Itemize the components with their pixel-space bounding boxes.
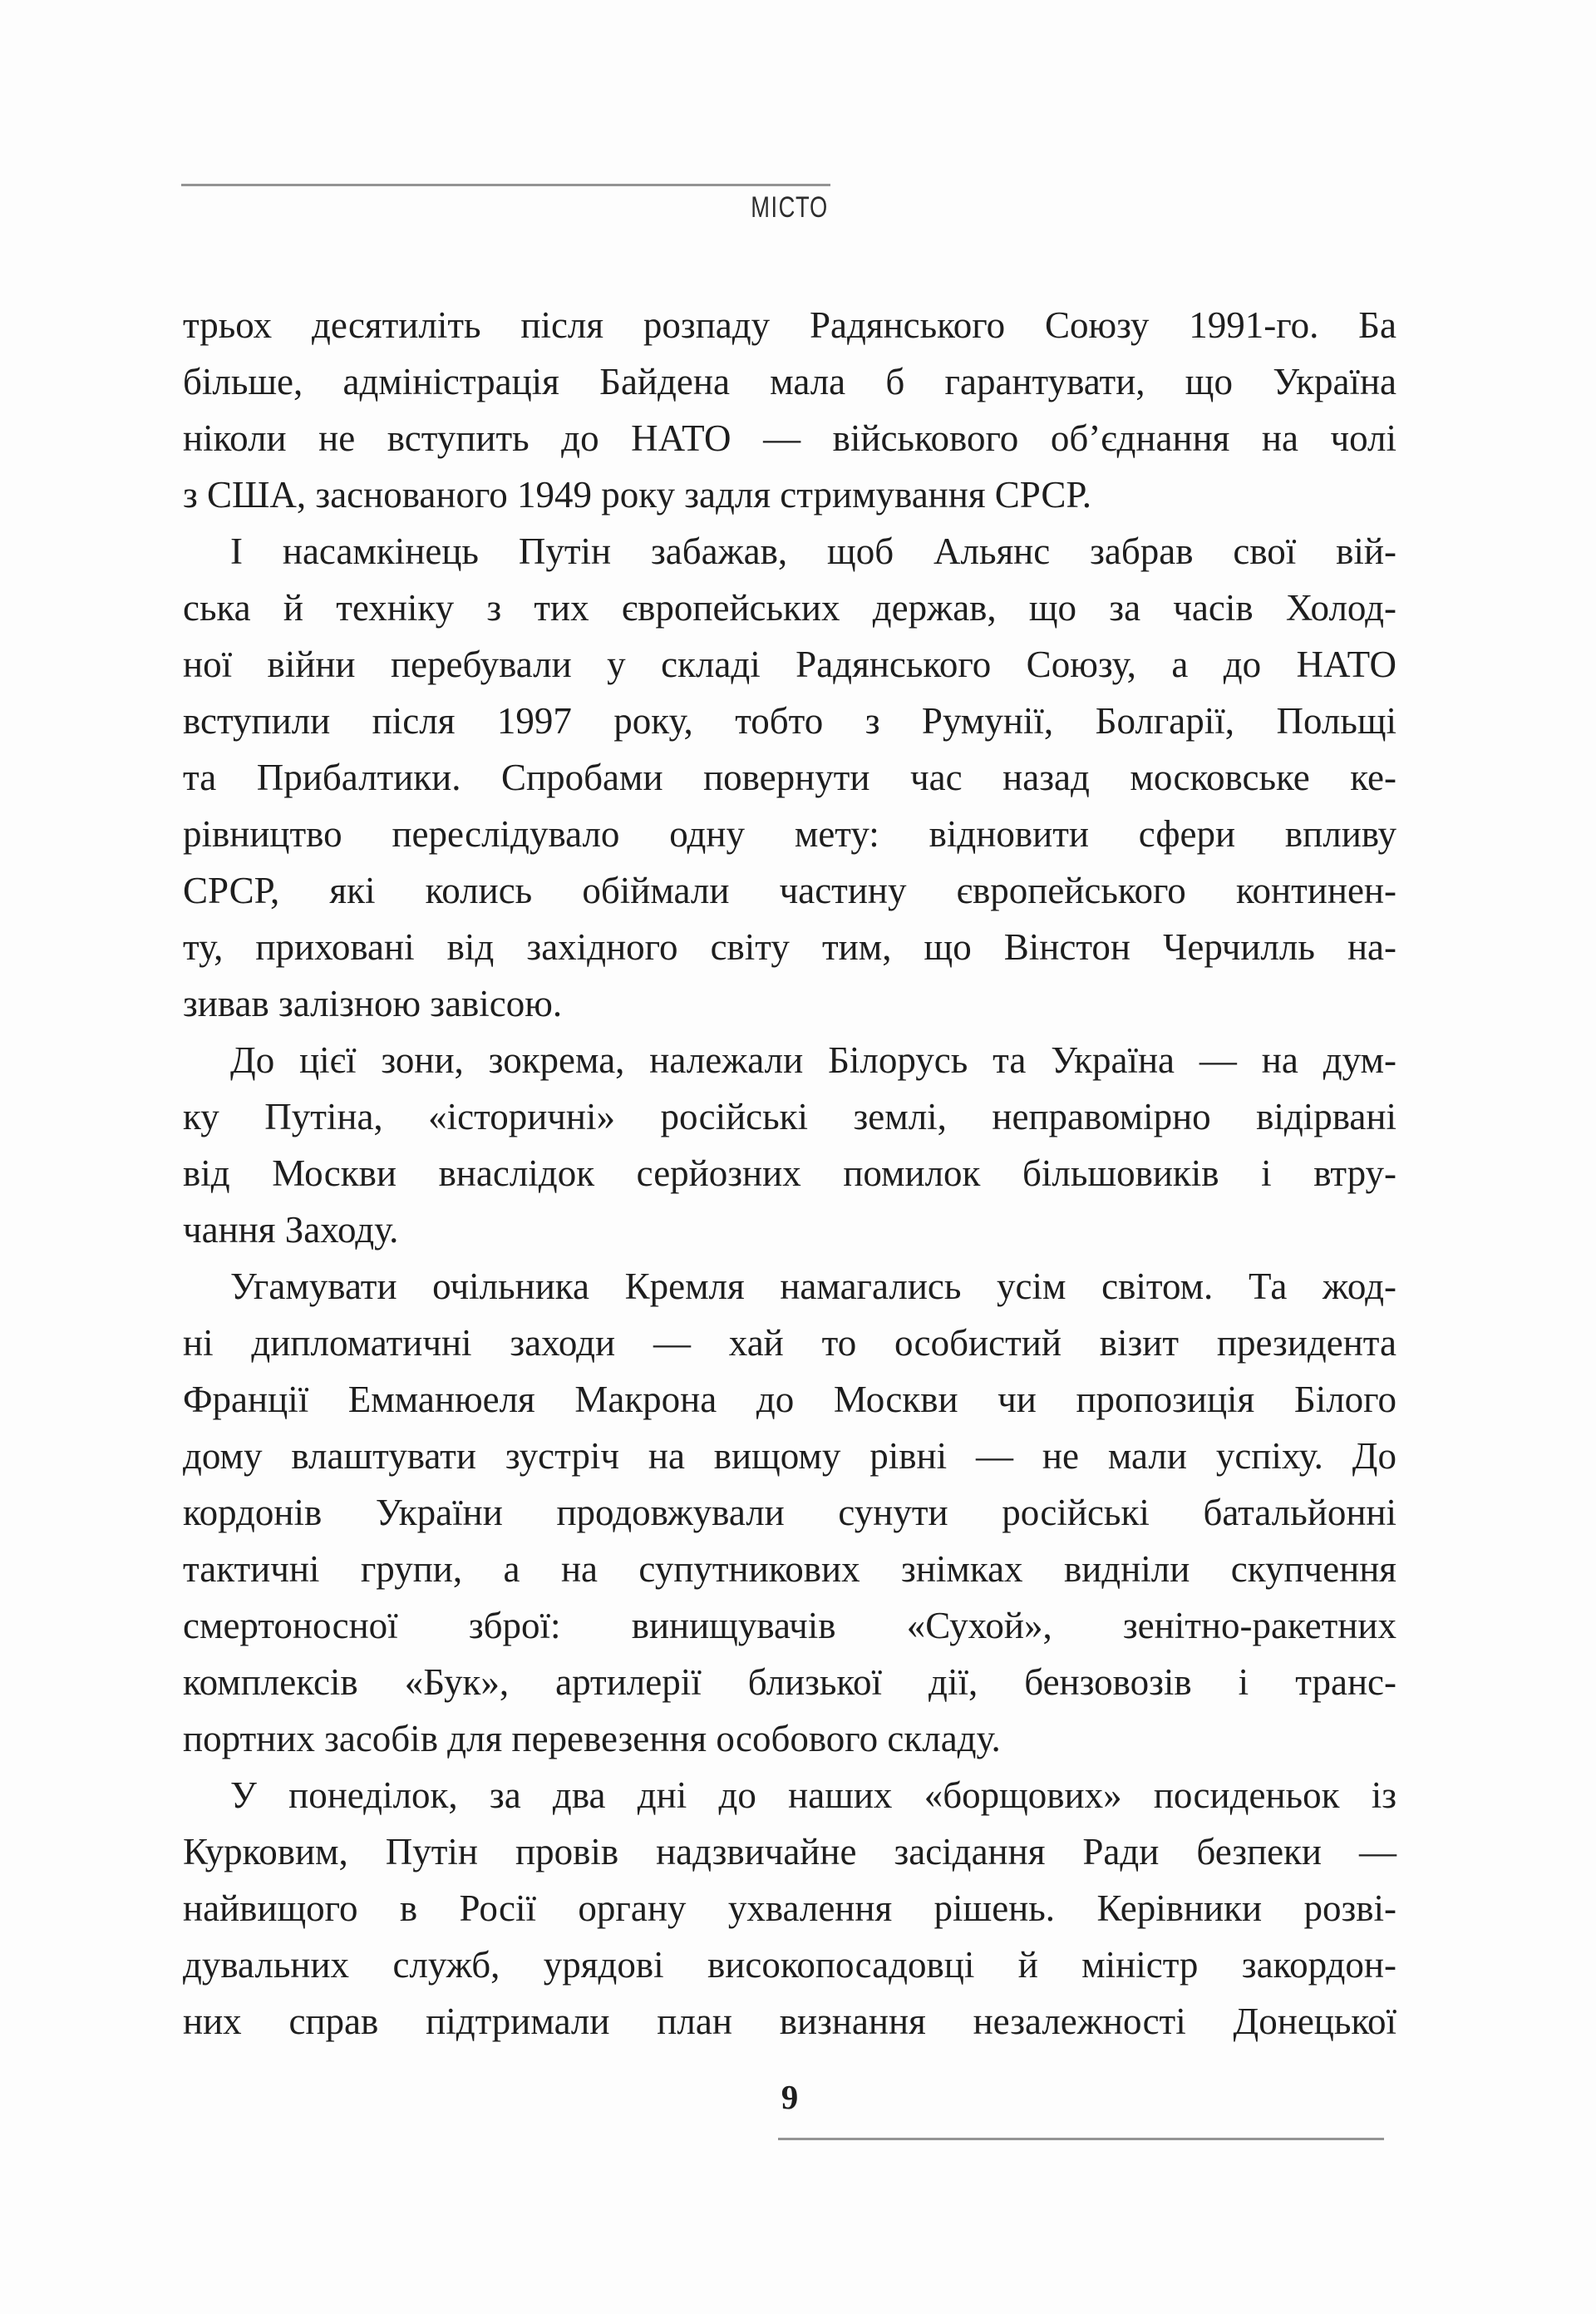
text-line: кордонів України продовжували сунути російські батальйонні (183, 1492, 1396, 1533)
paragraph (183, 1258, 1396, 1767)
text-line: ку Путіна, «історичні» російські землі, неправомірно відірвані (183, 1096, 1396, 1137)
text-line: тактичні групи, а на супутникових знімках видніли скупчення (183, 1548, 1396, 1590)
running-head-title: МІСТО (751, 191, 829, 224)
text-line: ні дипломатичні заходи — хай то особистий візит президента (183, 1322, 1396, 1364)
text-line: чання Заходу. (183, 1209, 399, 1251)
text-line: найвищого в Росії органу ухвалення рішень. Керівники розві- (183, 1887, 1396, 1929)
text-line: Франції Емманюеля Макрона до Москви чи пропозиція Білого (183, 1379, 1396, 1420)
text-line: вступили після 1997 року, тобто з Румунії, Болгарії, Польщі (183, 700, 1396, 742)
text-line: ніколи не вступить до НАТО — військового об’єднання на чолі (183, 417, 1396, 459)
paragraph (183, 297, 1396, 523)
text-line: Курковим, Путін провів надзвичайне засідання Ради безпеки — (183, 1831, 1396, 1872)
text-line: СРСР, які колись обіймали частину європейського континен- (183, 870, 1396, 911)
page-header (183, 191, 1396, 224)
text-line: ту, приховані від західного світу тим, що Вінстон Черчилль на- (183, 926, 1396, 968)
text-line: смертоносної зброї: винищувачів «Сухой», зенітно-ракетних (183, 1605, 1396, 1646)
paragraph (183, 1032, 1396, 1258)
paragraph (183, 1767, 1396, 2050)
text-line: До цієї зони, зокрема, належали Білорусь та Україна — на дум- (230, 1039, 1396, 1081)
header-rule (181, 184, 830, 186)
text-line: І насамкінець Путін забажав, щоб Альянс забрав свої вій- (230, 530, 1396, 572)
text-line: від Москви внаслідок серйозних помилок більшовиків і втру- (183, 1152, 1396, 1194)
page-number: 9 (781, 2078, 799, 2116)
text-line: ної війни перебували у складі Радянського Союзу, а до НАТО (183, 644, 1396, 685)
text-line: ська й техніку з тих європейських держав, що за часів Холод- (183, 587, 1396, 629)
text-line: них справ підтримали план визнання незалежності Донецької (183, 2001, 1396, 2042)
footer-rule (778, 2138, 1384, 2140)
text-line: У понеділок, за два дні до наших «борщових» посиденьок із (230, 1774, 1396, 1816)
text-line: більше, адміністрація Байдена мала б гарантувати, що Україна (183, 361, 1396, 402)
text-line: дому влаштувати зустріч на вищому рівні — не мали успіху. До (183, 1435, 1396, 1477)
body-text (183, 297, 1396, 2050)
text-line: дувальних служб, урядові високопосадовці й міністр закордон- (183, 1944, 1396, 1986)
text-line: зивав залізною завісою. (183, 983, 563, 1024)
text-line: трьох десятиліть після розпаду Радянського Союзу 1991-го. Ба (183, 304, 1396, 346)
text-line: з США, заснованого 1949 року задля стримування СРСР. (183, 474, 1092, 516)
text-line: портних засобів для перевезення особового складу. (183, 1718, 1001, 1759)
text-line: Угамувати очільника Кремля намагались усім світом. Та жод- (230, 1266, 1396, 1307)
text-line: рівництво переслідувало одну мету: відновити сфери впливу (183, 813, 1396, 855)
paragraph (183, 523, 1396, 1032)
text-line: комплексів «Бук», артилерії близької дії, бензовозів і транс- (183, 1661, 1396, 1703)
text-line: та Прибалтики. Спробами повернути час назад московське ке- (183, 757, 1396, 798)
